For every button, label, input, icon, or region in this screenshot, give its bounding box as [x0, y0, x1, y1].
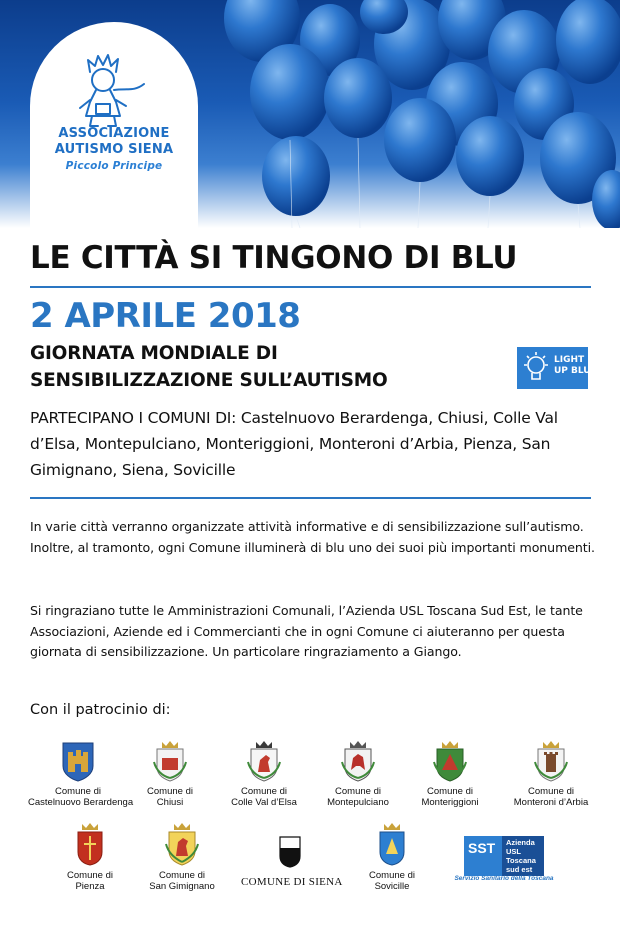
lightbulb-icon: [521, 351, 551, 385]
divider-middle: [30, 497, 591, 499]
divider-top: [30, 286, 591, 288]
comune-castelnuovo-berardenga: [28, 740, 134, 808]
comune-label: Comune di: [427, 786, 473, 797]
usl-line-4: sud est: [506, 865, 533, 874]
participating-municipalities: PARTECIPANO I COMUNI DI: Castelnuovo Berardenga, Chiusi, Colle Val d’Elsa, Montepulciano, Monteriggioni, Monteroni d’Arbia, Pienza, San Gimignano, Siena, Sovicille: [30, 409, 558, 479]
comune-sovicille: [352, 822, 432, 892]
usl-caption: Servizio Sanitario della Toscana: [454, 875, 554, 882]
comune-monteriggioni: [410, 740, 490, 808]
subtitle-line-2: SENSIBILIZZAZIONE SULL’AUTISMO: [30, 370, 388, 391]
comune-name: Chiusi: [156, 797, 184, 808]
logo-line-tagline: Piccolo Principe: [65, 160, 163, 172]
usl-line-1: Azienda: [506, 838, 535, 847]
paragraph-thanks: Si ringraziano tutte le Amministrazioni Comunali, l’Azienda USL Toscana Sud Est, le tante Associazioni, Aziende ed i Commercianti che in ogni Comune ci aiuteranno per questa giornata di sensibilizzazione. Un particolare ringraziamento a Giango.: [30, 603, 583, 659]
comune-label: Comune di: [335, 786, 381, 797]
comune-name: Montepulciano: [327, 797, 389, 808]
comune-label: Comune di: [159, 870, 205, 881]
red-shield-crest-icon: [74, 822, 106, 866]
comune-name: Monteriggioni: [421, 797, 479, 808]
comune-colle-val-d-elsa: [224, 740, 304, 808]
comune-label: Comune di: [147, 786, 193, 797]
comune-label: Comune di: [55, 786, 101, 797]
green-shield-crest-icon: [432, 740, 468, 782]
comune-name: Pienza: [75, 881, 105, 892]
comune-chiusi: [130, 740, 210, 808]
lion-crest-icon: [164, 822, 200, 866]
paragraph-activities: In varie città verranno organizzate attività informative e di sensibilizzazione sull’autismo. Inoltre, al tramonto, ogni Comune illuminerà di blu uno dei suoi più importanti monumenti.: [30, 519, 595, 555]
comune-label: Comune di: [528, 786, 574, 797]
subtitle-line-1: GIORNATA MONDIALE DI: [30, 343, 278, 364]
siena-label: COMUNE DI SIENA: [241, 876, 343, 888]
light-it-up-blue-logo: [517, 347, 597, 389]
shield-crest-icon: [152, 740, 188, 782]
castle-crest-icon: [60, 740, 96, 782]
usl-badge-text: SST: [468, 840, 496, 856]
comune-name: Sovicille: [374, 881, 410, 892]
comune-san-gimignano: [140, 822, 224, 892]
comune-name: Colle Val d’Elsa: [231, 797, 297, 808]
event-date: 2 APRILE 2018: [30, 296, 301, 336]
patronage-heading: Con il patrocinio di:: [30, 702, 171, 718]
tower-crest-icon: [533, 740, 569, 782]
comune-montepulciano: [318, 740, 398, 808]
comune-name: San Gimignano: [149, 881, 215, 892]
comune-monteroni-d-arbia: [502, 740, 600, 808]
horse-crest-icon: [246, 740, 282, 782]
comune-label: Comune di: [241, 786, 287, 797]
usl-badge-icon: [464, 836, 544, 876]
griffin-crest-icon: [340, 740, 376, 782]
little-prince-logo-icon: [60, 50, 152, 130]
logo-line-association: ASSOCIAZIONE: [58, 126, 170, 141]
header-banner: [0, 0, 620, 228]
blue-shield-crest-icon: [376, 822, 408, 866]
light-it-line-1: LIGHT IT: [554, 355, 597, 365]
comune-name: Monteroni d’Arbia: [513, 797, 589, 808]
comune-label: Comune di: [67, 870, 113, 881]
logo-line-name: AUTISMO SIENA: [54, 142, 174, 157]
azienda-usl-logo: [464, 836, 544, 880]
comune-di-siena-logo: [241, 836, 343, 888]
usl-line-3: Toscana: [506, 856, 536, 865]
siena-shield-icon: [279, 836, 301, 868]
comune-name: Castelnuovo Berardenga: [28, 797, 134, 808]
light-it-line-2: UP BLUE: [554, 366, 597, 376]
comune-pienza: [50, 822, 130, 892]
comune-label: Comune di: [369, 870, 415, 881]
usl-line-2: USL: [506, 847, 521, 856]
page-title: LE CITTÀ SI TINGONO DI BLU: [30, 240, 518, 276]
